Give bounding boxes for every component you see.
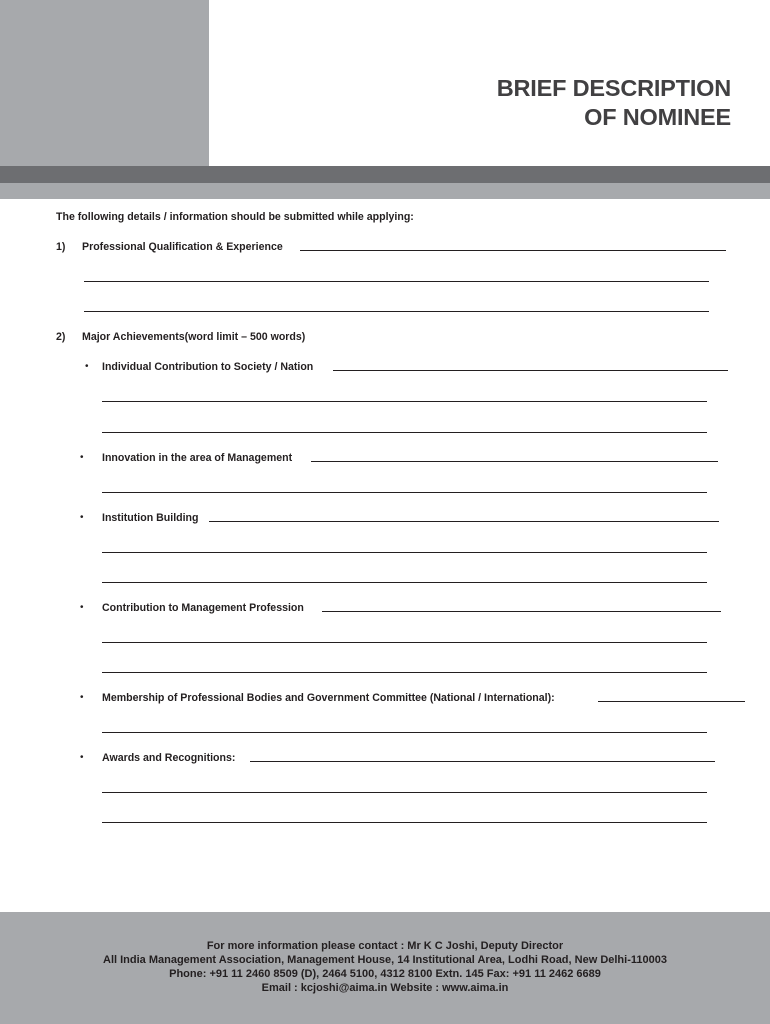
answer-line-qualification-3[interactable] xyxy=(84,311,709,312)
answer-line-awards[interactable] xyxy=(250,761,715,762)
answer-line-membership-2[interactable] xyxy=(102,732,707,733)
answer-line-profession-2[interactable] xyxy=(102,642,707,643)
title-line-1: BRIEF DESCRIPTION xyxy=(496,75,731,101)
item-label-achievements: Major Achievements(word limit – 500 words) xyxy=(82,331,306,343)
bullet-icon: • xyxy=(80,452,84,463)
answer-line-awards-3[interactable] xyxy=(102,822,707,823)
bullet-icon: • xyxy=(80,602,84,613)
intro-text: The following details / information should be submitted while applying: xyxy=(56,211,414,223)
bullet-label-innovation: Innovation in the area of Management xyxy=(102,452,293,464)
item-label-qualification: Professional Qualification & Experience xyxy=(82,241,283,253)
bullet-icon: • xyxy=(80,692,84,703)
header-gray-block xyxy=(0,0,209,166)
answer-line-qualification[interactable] xyxy=(300,250,726,251)
bullet-label-awards: Awards and Recognitions: xyxy=(102,752,236,764)
answer-line-society-3[interactable] xyxy=(102,432,707,433)
answer-line-qualification-2[interactable] xyxy=(84,281,709,282)
answer-line-profession[interactable] xyxy=(322,611,721,612)
page-title xyxy=(497,74,731,132)
title-line-2: OF NOMINEE xyxy=(584,104,731,130)
footer-contact-person: For more information please contact : Mr K C Joshi, Deputy Director xyxy=(206,940,564,952)
footer-contact xyxy=(0,912,770,1024)
answer-line-awards-2[interactable] xyxy=(102,792,707,793)
answer-line-society[interactable] xyxy=(333,370,728,371)
answer-line-institution-2[interactable] xyxy=(102,552,707,553)
header-band-light xyxy=(0,183,770,199)
answer-line-innovation-2[interactable] xyxy=(102,492,707,493)
answer-line-membership[interactable] xyxy=(598,701,745,702)
bullet-label-society: Individual Contribution to Society / Nation xyxy=(102,361,314,373)
bullet-label-profession: Contribution to Management Profession xyxy=(102,602,304,614)
item-number-2: 2) xyxy=(56,331,66,343)
bullet-label-membership: Membership of Professional Bodies and Government Committee (National / International): xyxy=(102,692,555,704)
bullet-icon: • xyxy=(80,752,84,763)
bullet-icon: • xyxy=(85,361,89,372)
answer-line-institution-3[interactable] xyxy=(102,582,707,583)
bullet-label-institution: Institution Building xyxy=(102,512,199,524)
bullet-icon: • xyxy=(80,512,84,523)
item-number-1: 1) xyxy=(56,241,66,253)
footer-email-website: Email : kcjoshi@aima.in Website : www.aima.in xyxy=(261,982,509,994)
footer-phone: Phone: +91 11 2460 8509 (D), 2464 5100, 4312 8100 Extn. 145 Fax: +91 11 2462 6689 xyxy=(169,968,601,980)
header-band-dark xyxy=(0,166,770,183)
answer-line-institution[interactable] xyxy=(209,521,719,522)
answer-line-innovation[interactable] xyxy=(311,461,718,462)
answer-line-society-2[interactable] xyxy=(102,401,707,402)
footer-address: All India Management Association, Management House, 14 Institutional Area, Lodhi Road, New Delhi-110003 xyxy=(103,954,667,966)
answer-line-profession-3[interactable] xyxy=(102,672,707,673)
